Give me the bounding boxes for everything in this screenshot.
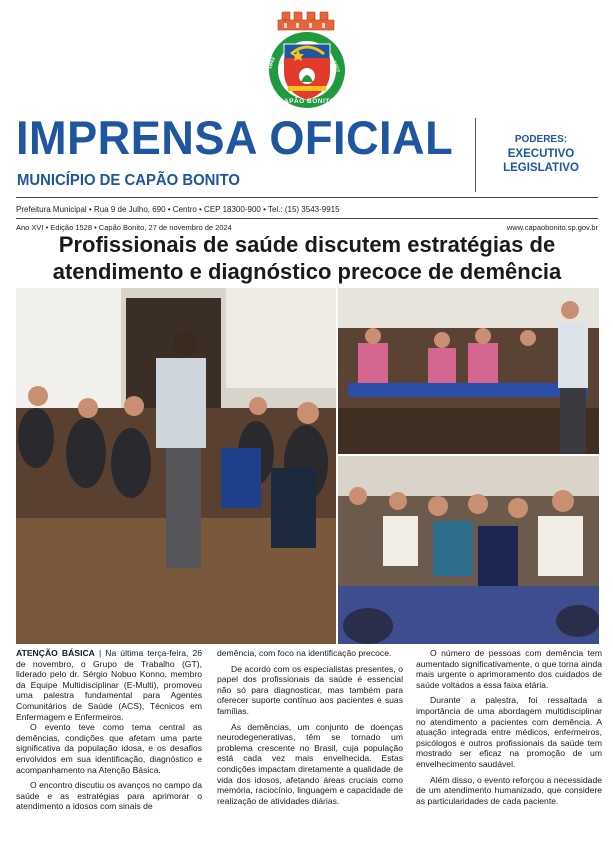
municipal-crest-logo (264, 10, 350, 114)
article-paragraph: O evento teve como tema central as demências, condições que afetam uma parte significativa da população idosa, e os desafios envolvidos em sua identificação, diagnóstico e acompanhamento na Atenção Básica. (16, 722, 202, 775)
article-paragraph: O número de pessoas com demência tem aumentado significativamente, o que torna ainda mais urgente o aprimoramento dos cuidados de saúde voltados a essa faixa etária. (416, 648, 602, 690)
article-paragraph: Durante a palestra, foi ressaltada a importância de uma abordagem multidisciplinar no atendimento a pacientes com demência. A atuação integrada entre médicos, enfermeiros, psicólogos e outros profissionais da saúde tem mostrado ser eficaz na promoção de um envelhecimento saudável. (416, 695, 602, 769)
article-column-2 (217, 648, 403, 806)
masthead-subtitle: MUNICÍPIO DE CAPÃO BONITO (17, 172, 240, 189)
article-paragraph: As demências, um conjunto de doenças neurodegenerativas, têm se tornado um problema crescente no Brasil, cuja população está cada vez mais envelhecida. Estas condições impactam diretamente a qualidade de vida dos idosos, afetando áreas cruciais como memória, raciocínio, linguagem e capacidade de realização de atividades diárias. (217, 721, 403, 806)
article-paragraph: demência, com foco na identificação precoce. (217, 648, 392, 658)
article-kicker: ATENÇÃO BÁSICA (16, 648, 95, 658)
article-paragraph: O encontro discutiu os avanços no campo da saúde e as estratégias para aprimorar o atendimento a idosos com sinais de (16, 780, 202, 812)
crest-motto: CAPÃO BONITO (278, 98, 336, 105)
masthead-title: IMPRENSA OFICIAL (16, 111, 454, 164)
website-link[interactable]: www.capaobonito.sp.gov.br (506, 223, 598, 232)
powers-box (486, 134, 596, 175)
article-text: | Na última terça-feira, 26 de novembro, o Grupo de Trabalho (GT), liderado pelo dr. Sérgio Nobuo Konno, membro da Equipe Multidisciplinar (E-Multi), promoveu uma palestra fundamental para Agentes Comunitários de Saúde (ACS), Técnicos em Enfermagem e Enfermeiros. (16, 648, 202, 722)
photo-lecture-main-illustration (16, 288, 336, 644)
rule-top (16, 197, 598, 198)
article-column-1 (16, 648, 202, 812)
photo-audience-top-illustration (338, 288, 599, 454)
article-column-3 (416, 648, 602, 806)
photo-audience-top (338, 288, 599, 454)
address-line: Prefeitura Municipal • Rua 9 de Julho, 690 • Centro • CEP 18300-900 • Tel.: (15) 3543-9915 (16, 205, 340, 214)
masthead-divider (475, 118, 476, 192)
crest-year-right: 1857 (330, 60, 341, 74)
article-paragraph (16, 648, 202, 722)
rule-bottom (16, 218, 598, 219)
photo-lecture-main (16, 288, 336, 644)
article-headline: Profissionais de saúde discutem estratégias de atendimento e diagnóstico precoce de demência (52, 232, 562, 284)
photo-audience-bottom-illustration (338, 456, 599, 644)
article-paragraph: Além disso, o evento reforçou a necessidade de um atendimento humanizado, que considere as particularidades de cada paciente. (416, 774, 602, 806)
article-paragraph: De acordo com os especialistas presentes, o papel dos profissionais da saúde é essencial não só para diagnosticar, mas também para oferecer suporte contínuo aos pacientes e suas famílias. (217, 663, 403, 716)
power-executive: EXECUTIVO (507, 147, 575, 160)
power-legislative: LEGISLATIVO (503, 161, 579, 174)
edition-line: Ano XVI • Edição 1528 • Capão Bonito, 27 de novembro de 2024 (16, 223, 232, 232)
crest-year-left: 1843 (267, 56, 277, 71)
article-body (16, 648, 600, 848)
photo-audience-bottom (338, 456, 599, 644)
powers-label: PODERES: (514, 134, 568, 145)
